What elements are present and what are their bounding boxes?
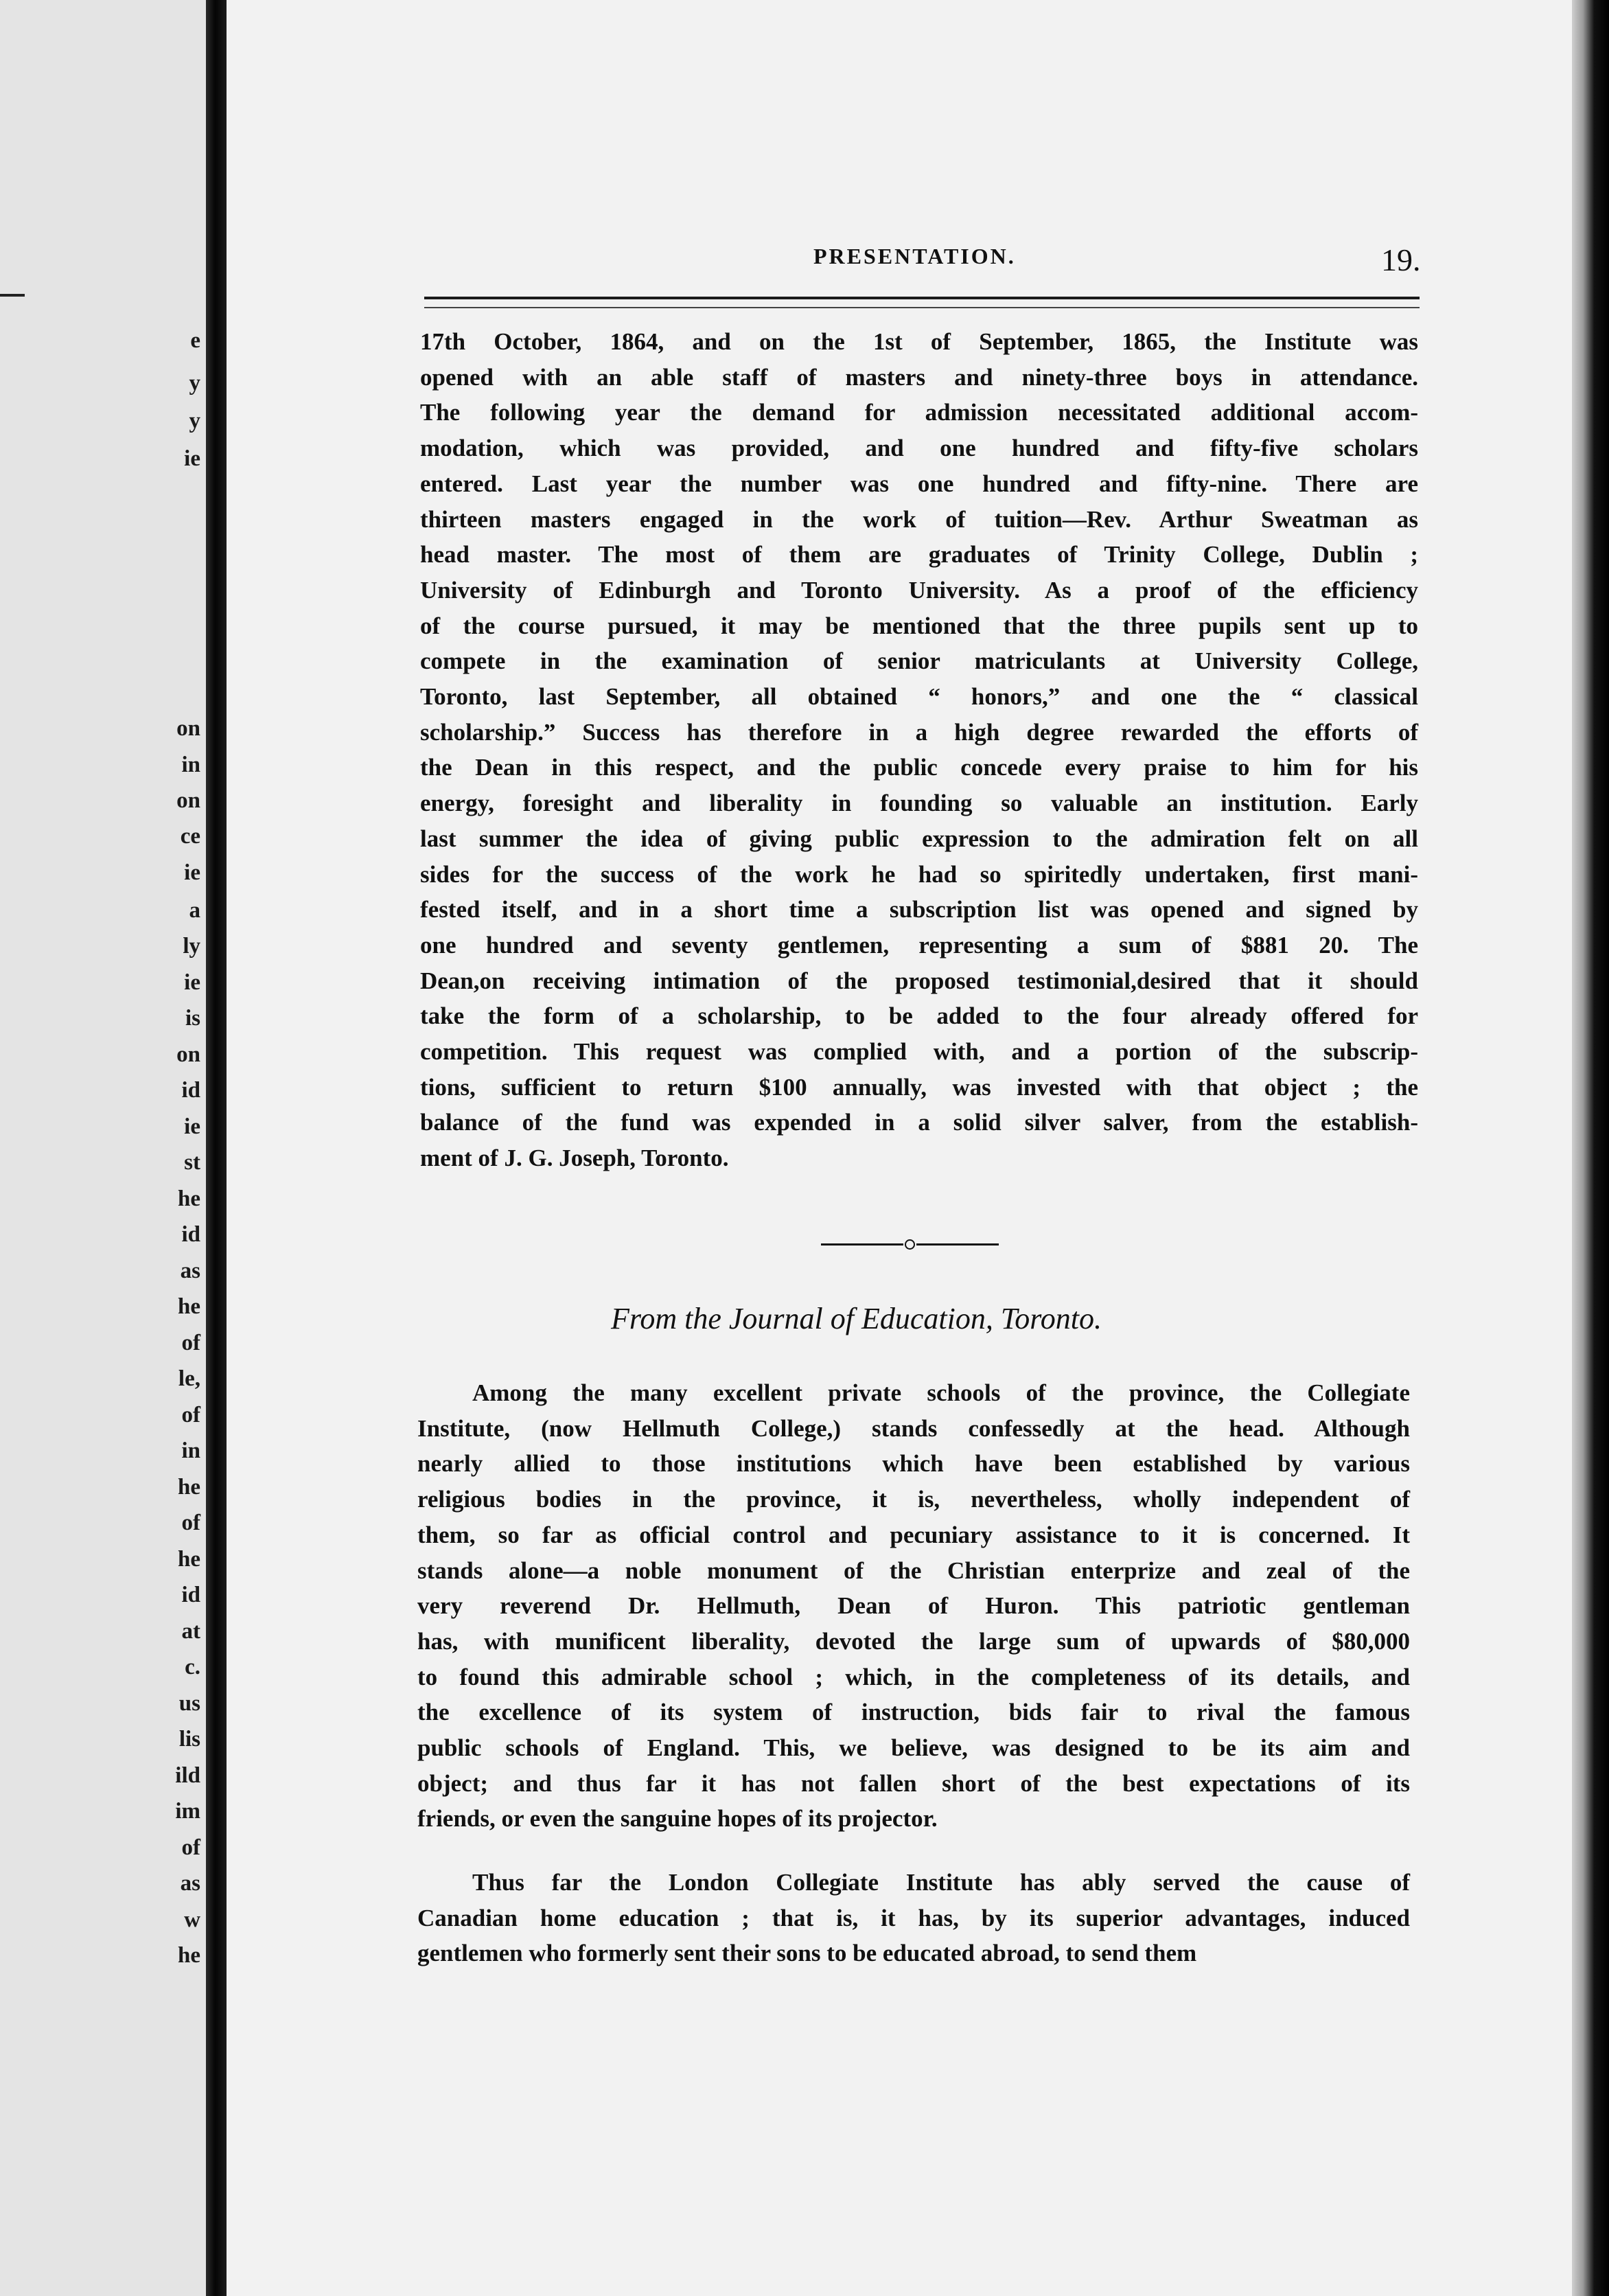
text-line: 17th October, 1864, and on the 1st of September, 1865, the Institute was: [420, 328, 1418, 355]
facing-page-fragment-text: on: [176, 788, 200, 813]
text-line: one hundred and seventy gentlemen, representing a sum of $881 20. The: [420, 931, 1418, 958]
text-line: last summer the idea of giving public expression to the admiration felt on all: [420, 825, 1418, 852]
text-line: The following year the demand for admission necessitated additional accom-: [420, 399, 1418, 426]
text-line: competition. This request was complied with, and a portion of the subscrip-: [420, 1038, 1418, 1066]
facing-page-fragment-text: ie: [184, 860, 200, 885]
text-line: nearly allied to those institutions which have been established by various: [417, 1450, 1410, 1478]
running-head: PRESENTATION.: [813, 244, 1016, 268]
facing-page-fragment-text: st: [184, 1150, 200, 1175]
text-line: balance of the fund was expended in a solid silver salver, from the establish-: [420, 1109, 1418, 1136]
facing-page-fragment-text: w: [184, 1907, 200, 1932]
facing-page-fragment-text: on: [176, 716, 200, 741]
facing-page-fragment-text: y: [189, 371, 200, 395]
facing-page-fragment-text: in: [181, 1438, 200, 1463]
facing-page-fragment-text: le,: [178, 1366, 200, 1391]
facing-page-fragment: [0, 0, 206, 2296]
text-line: Institute, (now Hellmuth College,) stands confessedly at the head. Although: [417, 1414, 1410, 1442]
text-line: opened with an able staff of masters and ninety-three boys in attendance.: [420, 363, 1418, 391]
text-line: sides for the success of the work he had so spiritedly undertaken, first mani-: [420, 860, 1418, 888]
facing-page-fragment-text: in: [181, 753, 200, 777]
divider-circle: [905, 1239, 915, 1250]
text-line: compete in the examination of senior matriculants at University College,: [420, 647, 1418, 675]
text-line: religious bodies in the province, it is, nevertheless, wholly independent of: [417, 1486, 1410, 1513]
text-line: head master. The most of them are graduates of Trinity College, Dublin ;: [420, 541, 1418, 569]
facing-page-fragment-text: as: [180, 1259, 200, 1283]
facing-page-fragment-text: c.: [185, 1655, 200, 1679]
facing-page-fragment-text: id: [181, 1583, 200, 1607]
text-line: them, so far as official control and pecuniary assistance to it is concerned. It: [417, 1521, 1410, 1548]
facing-page-fragment-text: is: [185, 1006, 200, 1031]
paragraph-continuation: [420, 324, 1418, 1176]
text-line: stands alone—a noble monument of the Christian enterprize and zeal of the: [417, 1557, 1410, 1584]
text-line: friends, or even the sanguine hopes of its projector.: [417, 1805, 938, 1833]
text-line: object; and thus far it has not fallen short of the best expectations of its: [417, 1769, 1410, 1797]
facing-page-fragment-text: y: [189, 409, 200, 433]
facing-page-fragment-text: of: [181, 1511, 200, 1535]
facing-page-fragment-text: id: [181, 1222, 200, 1247]
text-line: the Dean in this respect, and the public concede every praise to him for his: [420, 754, 1418, 781]
facing-page-fragment-text: a: [189, 898, 200, 923]
header-rule: [424, 297, 1420, 299]
facing-page-fragment-text: ie: [184, 970, 200, 995]
paragraph-journal-quote: [417, 1375, 1410, 1837]
facing-page-fragment-text: ly: [183, 934, 200, 958]
text-line: Thus far the London Collegiate Institute has ably served the cause of: [472, 1869, 1410, 1896]
text-line: ment of J. G. Joseph, Toronto.: [420, 1145, 729, 1172]
facing-page-fragment-text: lis: [178, 1727, 200, 1752]
facing-page-fragment-text: as: [180, 1871, 200, 1896]
text-line: fested itself, and in a short time a subscription list was opened and signed by: [420, 896, 1418, 923]
facing-page-fragment-text: id: [181, 1078, 200, 1103]
facing-page-fragment-text: us: [178, 1691, 200, 1716]
facing-page-fragment-text: ce: [180, 824, 200, 849]
text-line: thirteen masters engaged in the work of tuition—Rev. Arthur Sweatman as: [420, 505, 1418, 533]
facing-page-fragment-text: he: [178, 1475, 200, 1500]
text-line: scholarship.” Success has therefore in a high degree rewarded the efforts of: [420, 718, 1418, 746]
facing-page-fragment-text: he: [178, 1186, 200, 1211]
facing-page-fragment-text: he: [178, 1547, 200, 1572]
facing-page-fragment-text: ie: [184, 1114, 200, 1139]
facing-page-fragment-text: im: [175, 1799, 200, 1824]
text-line: modation, which was provided, and one hundred and fifty-five scholars: [420, 435, 1418, 462]
paragraph-home-education: [417, 1865, 1410, 1971]
facing-page-fragment-text: of: [181, 1331, 200, 1355]
facing-page-fragment-text: of: [181, 1835, 200, 1860]
text-line: tions, sufficient to return $100 annually, was invested with that object ; the: [420, 1073, 1418, 1101]
text-line: gentlemen who formerly sent their sons to be educated abroad, to send them: [417, 1940, 1197, 1967]
facing-page-fragment-text: on: [176, 1042, 200, 1067]
facing-page-fragment-text: ild: [175, 1763, 200, 1788]
text-line: Canadian home education ; that is, it has, by its superior advantages, induced: [417, 1904, 1410, 1931]
facing-page-fragment-text: ie: [184, 446, 200, 471]
text-line: Dean,on receiving intimation of the proposed testimonial,desired that it should: [420, 967, 1418, 994]
section-heading: From the Journal of Education, Toronto.: [611, 1302, 1102, 1335]
section-divider-ornament: [817, 1234, 1002, 1254]
page-number: 19.: [1381, 242, 1421, 277]
facing-page-fragment-text: he: [178, 1294, 200, 1319]
text-line: take the form of a scholarship, to be added to the four already offered for: [420, 1002, 1418, 1030]
header-rule-thin: [424, 307, 1420, 308]
text-line: Among the many excellent private schools of the province, the Collegiate: [472, 1379, 1410, 1406]
facing-page-fragment-text: at: [181, 1619, 200, 1644]
facing-page-fragment-text: he: [178, 1943, 200, 1968]
text-line: energy, foresight and liberality in founding so valuable an institution. Early: [420, 790, 1418, 817]
text-line: Toronto, last September, all obtained “ honors,” and one the “ classical: [420, 683, 1418, 711]
text-line: the excellence of its system of instruction, bids fair to rival the famous: [417, 1699, 1410, 1726]
text-line: very reverend Dr. Hellmuth, Dean of Huron. This patriotic gentleman: [417, 1592, 1410, 1620]
binding-gutter: [206, 0, 227, 2296]
text-line: of the course pursued, it may be mentioned that the three pupils sent up to: [420, 612, 1418, 639]
divider-line-right: [916, 1243, 999, 1245]
divider-line-left: [821, 1243, 903, 1245]
facing-page-rule: [0, 294, 25, 297]
facing-page-fragment-text: of: [181, 1403, 200, 1427]
text-line: has, with munificent liberality, devoted the large sum of upwards of $80,000: [417, 1627, 1410, 1655]
page-edge-shadow: [1572, 0, 1609, 2296]
text-line: to found this admirable school ; which, in the completeness of its details, and: [417, 1663, 1410, 1690]
text-line: entered. Last year the number was one hundred and fifty-nine. There are: [420, 470, 1418, 497]
text-line: University of Edinburgh and Toronto University. As a proof of the efficiency: [420, 576, 1418, 604]
facing-page-fragment-text: e: [190, 328, 200, 353]
text-line: public schools of England. This, we believe, was designed to be its aim and: [417, 1734, 1410, 1762]
